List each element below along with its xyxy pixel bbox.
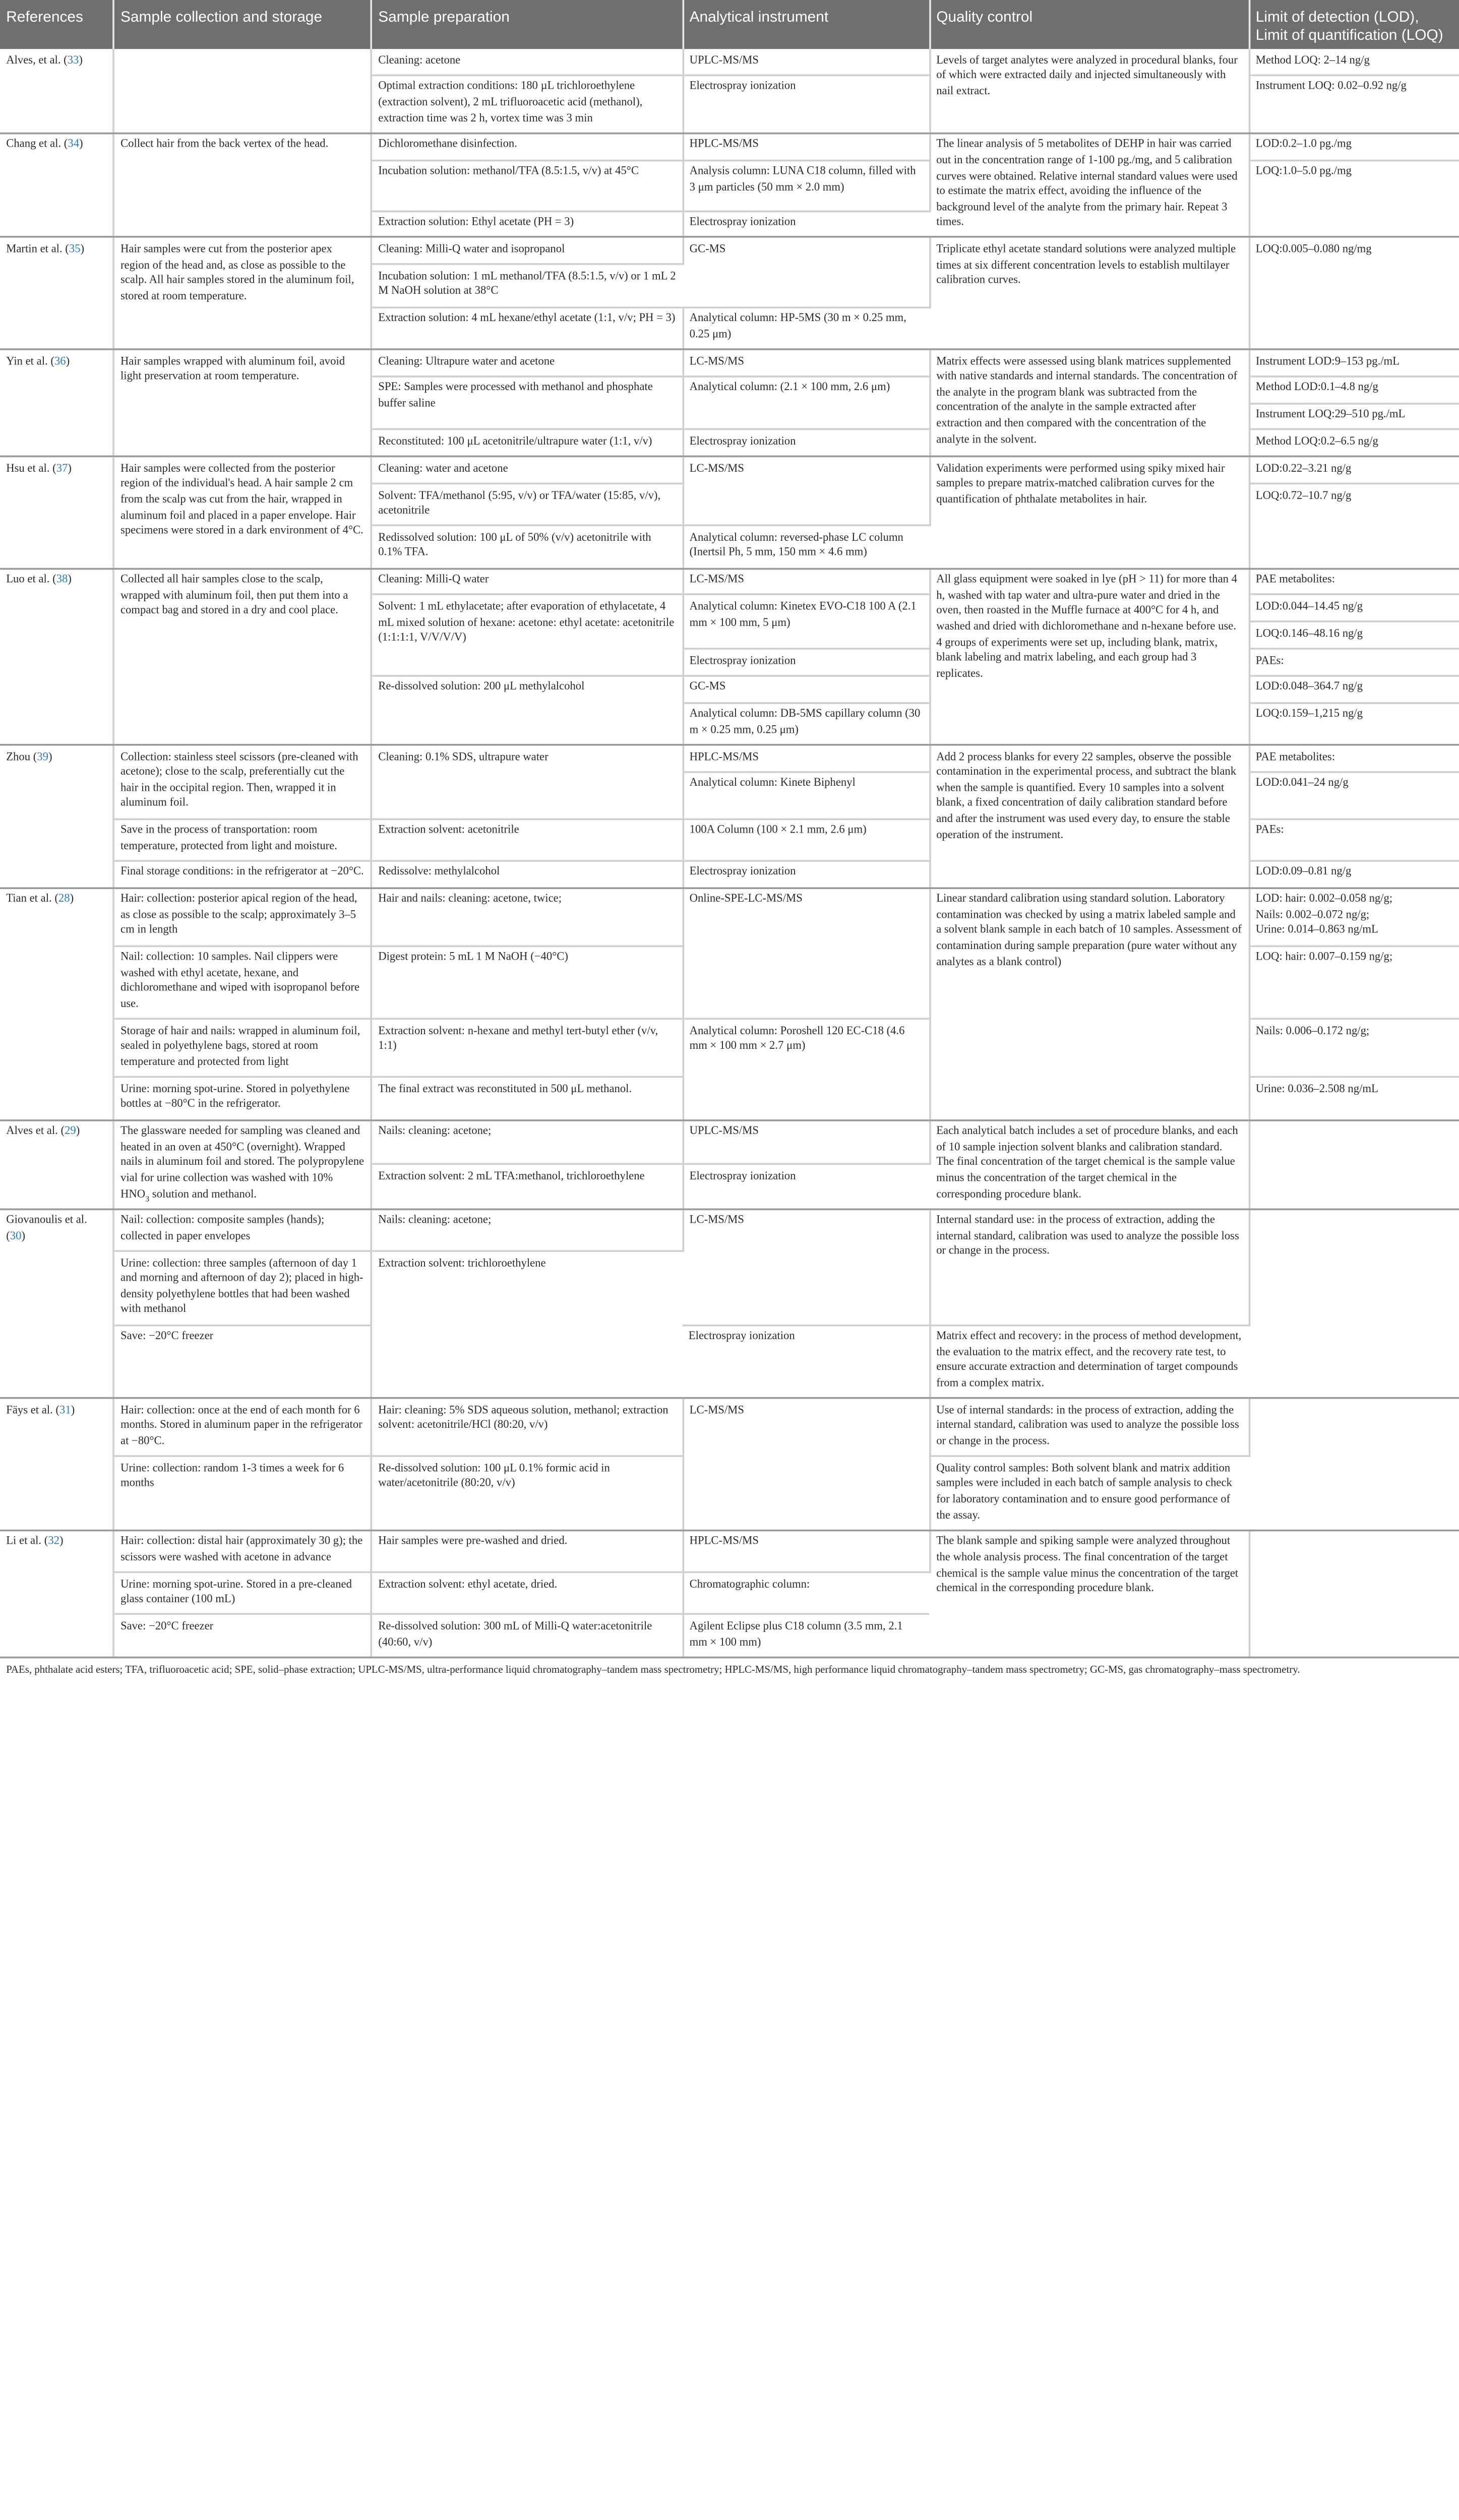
collection-cell: Hair samples were cut from the posterior apex region of the head and, as close as possible to the scalp. All hair samples stored in the aluminum foil, stored at room temperature.	[113, 238, 371, 350]
instrument-cell: LC-MS/MS	[683, 568, 930, 595]
table-row	[0, 888, 1459, 946]
lod-cell: LOQ:1.0–5.0 pg./mg	[1249, 160, 1459, 238]
instrument-cell: Analytical column: (2.1 × 100 mm, 2.6 μm)	[683, 376, 930, 429]
reference-cell: Giovanoulis et al. (30)	[0, 1209, 113, 1398]
quality-control-cell: The blank sample and spiking sample were analyzed throughout the whole analysis process. The final concentration of the target chemical is the sample value minus the concentration of the target chemical in the corresponding procedure blank.	[929, 1530, 1249, 1657]
table-row	[0, 1325, 1459, 1399]
lod-cell: Method LOQ: 2–14 ng/g	[1249, 49, 1459, 75]
instrument-cell: 100A Column (100 × 2.1 mm, 2.6 μm)	[683, 818, 930, 861]
instrument-cell: Analytical column: Kinetex EVO-C18 100 A (2.1 mm × 100 mm, 5 μm)	[683, 595, 930, 649]
lod-cell	[1249, 1530, 1459, 1657]
header-lod-loq: Limit of detection (LOD), Limit of quantification (LOQ)	[1249, 0, 1459, 49]
preparation-cell: The final extract was reconstituted in 500 μL methanol.	[371, 1077, 682, 1119]
citation-link[interactable]: 38	[56, 574, 68, 587]
collection-cell: Hair samples were collected from the posterior region of the individual's head. A hair sample 2 cm from the scalp was cut from the hair, wrapped in aluminum foil and placed in a paper envelope. Hair specimens were stored in a dark environment of 4°C.	[113, 457, 371, 569]
instrument-cell: Electrospray ionization	[683, 649, 930, 675]
citation-link[interactable]: 29	[65, 1125, 76, 1138]
collection-cell: Hair: collection: once at the end of each month for 6 months. Stored in aluminum paper in the refrigerator at −80°C.	[113, 1399, 371, 1457]
citation-link[interactable]: 33	[67, 53, 79, 67]
lod-cell: Instrument LOD:9–153 pg./mL	[1249, 349, 1459, 376]
preparation-cell: Hair: cleaning: 5% SDS aqueous solution, methanol; extraction solvent: acetonitrile/HCl (80:20, v/v)	[371, 1399, 682, 1457]
preparation-cell: Extraction solution: Ethyl acetate (PH = 3)	[371, 211, 682, 237]
table-row	[0, 568, 1459, 595]
collection-cell: Nail: collection: composite samples (hands); collected in paper envelopes	[113, 1209, 371, 1251]
lod-cell: LOQ:0.159–1,215 ng/g	[1249, 702, 1459, 744]
citation-link[interactable]: 36	[54, 355, 66, 368]
collection-cell: Urine: collection: random 1-3 times a week for 6 months	[113, 1457, 371, 1530]
instrument-cell: Chromatographic column:	[683, 1572, 930, 1615]
lod-cell: PAE metabolites:	[1249, 745, 1459, 772]
preparation-cell: Re-dissolved solution: 300 mL of Milli-Q water:acetonitrile (40:60, v/v)	[371, 1615, 682, 1657]
lod-cell	[1249, 1399, 1459, 1530]
header-row	[0, 0, 1459, 49]
table-row	[0, 1209, 1459, 1251]
instrument-cell: Analytical column: DB-5MS capillary column (30 m × 0.25 mm, 0.25 μm)	[683, 702, 930, 744]
preparation-cell: Re-dissolved solution: 100 μL 0.1% formic acid in water/acetonitrile (80:20, v/v)	[371, 1457, 682, 1530]
lod-cell	[1249, 1209, 1459, 1398]
preparation-cell: Extraction solvent: acetonitrile	[371, 818, 682, 861]
instrument-cell: LC-MS/MS	[683, 1209, 930, 1325]
table-row	[0, 1530, 1459, 1572]
lod-cell: PAEs:	[1249, 649, 1459, 675]
instrument-cell: Electrospray ionization	[683, 211, 930, 237]
citation-link[interactable]: 35	[69, 243, 81, 256]
instrument-cell: HPLC-MS/MS	[683, 745, 930, 772]
instrument-cell: LC-MS/MS	[683, 457, 930, 526]
instrument-cell: Electrospray ionization	[683, 1164, 930, 1209]
preparation-cell: Nails: cleaning: acetone;	[371, 1119, 682, 1164]
preparation-cell: Redissolved solution: 100 μL of 50% (v/v) acetonitrile with 0.1% TFA.	[371, 526, 682, 568]
preparation-cell: SPE: Samples were processed with methanol and phosphate buffer saline	[371, 376, 682, 429]
lod-cell: PAE metabolites:	[1249, 568, 1459, 595]
quality-control-cell: Validation experiments were performed using spiky mixed hair samples to prepare matrix-matched calibration curves for the quantification of phthalate metabolites in hair.	[929, 457, 1249, 569]
preparation-cell: Cleaning: Milli-Q water and isopropanol	[371, 238, 682, 265]
collection-cell: Collection: stainless steel scissors (pre-cleaned with acetone); close to the scalp, preferentially cut the hair in the occipital region. Then, wrapped it in aluminum foil.	[113, 745, 371, 818]
reference-cell: Hsu et al. (37)	[0, 457, 113, 569]
preparation-cell: Incubation solution: methanol/TFA (8.5:1.5, v/v) at 45°C	[371, 160, 682, 211]
instrument-cell: LC-MS/MS	[683, 349, 930, 376]
collection-cell: Storage of hair and nails: wrapped in aluminum foil, sealed in polyethylene bags, stored at room temperature and protected from light	[113, 1019, 371, 1077]
lod-line: LOD: hair: 0.002–0.058 ng/g;	[1255, 893, 1393, 906]
lod-cell: LOD:0.09–0.81 ng/g	[1249, 861, 1459, 888]
reference-cell: Tian et al. (28)	[0, 888, 113, 1119]
collection-cell: Final storage conditions: in the refrigerator at −20°C.	[113, 861, 371, 888]
quality-control-cell: Add 2 process blanks for every 22 samples, observe the possible contamination in the experimental process, and subtract the blank when the sample is quantified. Every 10 samples into a solvent blank, a fixed concentration of daily calibration standard before and after the instrument was used every day, to ensure the stable operation of the instrument.	[929, 745, 1249, 888]
lod-cell: Urine: 0.036–2.508 ng/mL	[1249, 1077, 1459, 1119]
lod-cell	[1249, 888, 1459, 946]
reference-cell: Yin et al. (36)	[0, 349, 113, 457]
table-row	[0, 49, 1459, 75]
lod-cell: LOD:0.22–3.21 ng/g	[1249, 457, 1459, 483]
lod-cell: LOD:0.041–24 ng/g	[1249, 772, 1459, 818]
collection-cell: Urine: morning spot-urine. Stored in polyethylene bottles at −80°C in the refrigerator.	[113, 1077, 371, 1119]
reference-cell: Fäys et al. (31)	[0, 1399, 113, 1530]
header-instrument: Analytical instrument	[683, 0, 930, 49]
reference-cell: Martin et al. (35)	[0, 238, 113, 350]
preparation-cell: Cleaning: Milli-Q water	[371, 568, 682, 595]
collection-cell: The glassware needed for sampling was cleaned and heated in an oven at 450°C (overnight). Wrapped nails in aluminum foil and stored. The polypropylene vial for urine collection was washed with 10% $HNO_3$ solution and methanol.	[113, 1119, 371, 1209]
lod-cell: LOD:0.044–14.45 ng/g	[1249, 595, 1459, 622]
preparation-cell: Incubation solution: 1 mL methanol/TFA (8.5:1.5, v/v) or 1 mL 2 M NaOH solution at 38°C	[371, 265, 682, 307]
citation-link[interactable]: 31	[59, 1404, 71, 1417]
instrument-cell: Analytical column: Poroshell 120 EC-C18 (4.6 mm × 100 mm × 2.7 μm)	[683, 1019, 930, 1119]
preparation-cell: Re-dissolved solution: 200 μL methylalcohol	[371, 675, 682, 744]
lod-cell: Method LOQ:0.2–6.5 ng/g	[1249, 430, 1459, 457]
instrument-cell: HPLC-MS/MS	[683, 1530, 930, 1572]
lod-cell: Instrument LOQ:29–510 pg./mL	[1249, 403, 1459, 429]
table-row	[0, 457, 1459, 483]
header-references: References	[0, 0, 113, 49]
instrument-cell: Online-SPE-LC-MS/MS	[683, 888, 930, 1019]
preparation-cell: Optimal extraction conditions: 180 µL trichloroethylene (extraction solvent), 2 mL trifluoroacetic acid (methanol), extraction time was 2 h, vortex time was 3 min	[371, 75, 682, 133]
citation-link[interactable]: 34	[68, 138, 80, 151]
header-preparation: Sample preparation	[371, 0, 682, 49]
instrument-cell: GC-MS	[683, 238, 930, 307]
preparation-cell: Extraction solvent: trichloroethylene	[371, 1251, 682, 1398]
lod-cell: Nails: 0.006–0.172 ng/g;	[1249, 1019, 1459, 1077]
preparation-cell: Redissolve: methylalcohol	[371, 861, 682, 888]
instrument-cell: Electrospray ionization	[683, 75, 930, 133]
instrument-cell: Analysis column: LUNA C18 column, filled with 3 μm particles (50 mm × 2.0 mm)	[683, 160, 930, 211]
quality-control-cell: Use of internal standards: in the process of extraction, adding the internal standard, calibration was used to analyze the possible loss or change in the process.	[929, 1399, 1249, 1457]
reference-cell: Alves, et al. (33)	[0, 49, 113, 133]
collection-cell: Save: −20°C freezer	[113, 1615, 371, 1657]
collection-cell: Nail: collection: 10 samples. Nail clippers were washed with ethyl acetate, hexane, and dichloromethane and wiped with isopropanol before use.	[113, 946, 371, 1019]
lod-cell: LOQ: hair: 0.007–0.159 ng/g;	[1249, 946, 1459, 1019]
reference-cell: Alves et al. (29)	[0, 1119, 113, 1209]
instrument-cell: UPLC-MS/MS	[683, 49, 930, 75]
lod-cell: LOD:0.048–364.7 ng/g	[1249, 675, 1459, 702]
collection-cell	[113, 49, 371, 133]
table-row	[0, 1119, 1459, 1164]
citation-link[interactable]: 37	[56, 462, 68, 475]
preparation-cell: Hair and nails: cleaning: acetone, twice;	[371, 888, 682, 946]
collection-cell: Hair: collection: posterior apical region of the head, as close as possible to the scalp; approximately 3–5 cm in length	[113, 888, 371, 946]
lod-cell: LOD:0.2–1.0 pg./mg	[1249, 133, 1459, 160]
quality-control-cell: Triplicate ethyl acetate standard solutions were analyzed multiple times at six different concentration levels to establish multilayer calibration curves.	[929, 238, 1249, 350]
collection-cell: Urine: morning spot-urine. Stored in a pre-cleaned glass container (100 mL)	[113, 1572, 371, 1615]
table-row	[0, 745, 1459, 772]
preparation-cell: Cleaning: 0.1% SDS, ultrapure water	[371, 745, 682, 818]
preparation-cell: Reconstituted: 100 μL acetonitrile/ultrapure water (1:1, v/v)	[371, 430, 682, 457]
lod-line: Nails: 0.002–0.072 ng/g;	[1255, 909, 1370, 922]
preparation-cell: Solvent: TFA/methanol (5:95, v/v) or TFA/water (15:85, v/v), acetonitrile	[371, 483, 682, 526]
lod-cell: LOQ:0.72–10.7 ng/g	[1249, 483, 1459, 568]
preparation-cell: Extraction solvent: ethyl acetate, dried.	[371, 1572, 682, 1615]
instrument-cell: GC-MS	[683, 675, 930, 702]
preparation-cell: Solvent: 1 mL ethylacetate; after evaporation of ethylacetate, 4 mL mixed solution of hexane: acetone: ethyl acetate: acetonitrile (1:1:1:1, V/V/V/V)	[371, 595, 682, 676]
lod-cell: Method LOD:0.1–4.8 ng/g	[1249, 376, 1459, 403]
reference-cell: Li et al. (32)	[0, 1530, 113, 1657]
lod-cell: LOQ:0.146–48.16 ng/g	[1249, 622, 1459, 649]
preparation-cell: Cleaning: water and acetone	[371, 457, 682, 483]
citation-link[interactable]: 28	[58, 893, 70, 906]
preparation-cell: Nails: cleaning: acetone;	[371, 1209, 682, 1251]
reference-cell: Chang et al. (34)	[0, 133, 113, 238]
preparation-cell: Extraction solvent: n-hexane and methyl tert-butyl ether (v/v, 1:1)	[371, 1019, 682, 1077]
citation-link[interactable]: 32	[48, 1535, 60, 1548]
lod-cell: PAEs:	[1249, 818, 1459, 861]
collection-cell: Save in the process of transportation: room temperature, protected from light and moisture.	[113, 818, 371, 861]
instrument-cell: Electrospray ionization	[683, 861, 930, 888]
instrument-cell: Analytical column: reversed-phase LC column (Inertsil Ph, 5 mm, 150 mm × 4.6 mm)	[683, 526, 930, 568]
header-collection: Sample collection and storage	[113, 0, 371, 49]
preparation-cell: Digest protein: 5 mL 1 M NaOH (−40°C)	[371, 946, 682, 1019]
preparation-cell: Cleaning: acetone	[371, 49, 682, 75]
preparation-cell: Extraction solution: 4 mL hexane/ethyl acetate (1:1, v/v; PH = 3)	[371, 307, 682, 349]
instrument-cell: Electrospray ionization	[683, 1325, 930, 1399]
instrument-cell: Analytical column: HP-5MS (30 m × 0.25 mm, 0.25 μm)	[683, 307, 930, 349]
table-footnote: PAEs, phthalate acid esters; TFA, trifluoroacetic acid; SPE, solid–phase extraction; UPLC-MS/MS, ultra-performance liquid chromatography–tandem mass spectrometry; HPLC-MS/MS, high performance liquid chromatography–tandem mass spectrometry; GC-MS, gas chromatography–mass spectrometry.	[6, 1665, 1300, 1676]
preparation-cell: Cleaning: Ultrapure water and acetone	[371, 349, 682, 376]
collection-cell: Hair samples wrapped with aluminum foil, avoid light preservation at room temperature.	[113, 349, 371, 457]
table-row	[0, 349, 1459, 376]
reference-cell: Luo et al. (38)	[0, 568, 113, 744]
table-row	[0, 238, 1459, 265]
quality-control-cell: Internal standard use: in the process of extraction, adding the internal standard, calibration was used to analyze the possible loss or change in the process.	[929, 1209, 1249, 1325]
instrument-cell: Agilent Eclipse plus C18 column (3.5 mm, 2.1 mm × 100 mm)	[683, 1615, 930, 1657]
instrument-cell: HPLC-MS/MS	[683, 133, 930, 160]
quality-control-cell: The linear analysis of 5 metabolites of DEHP in hair was carried out in the concentration range of 1-100 pg./mg, and 5 calibration curves were obtained. Relative internal standard values were used to estimate the matrix effect, avoiding the influence of the background level of the analyte from the primary hair. Repeat 3 times.	[929, 133, 1249, 238]
quality-control-cell: Each analytical batch includes a set of procedure blanks, and each of 10 sample injection solvent blanks and calibration standard. The final concentration of the target chemical is the sample value minus the concentration of the target chemical in the corresponding procedure blank.	[929, 1119, 1249, 1209]
instrument-cell: UPLC-MS/MS	[683, 1119, 930, 1164]
lod-cell: LOQ:0.005–0.080 ng/mg	[1249, 238, 1459, 350]
lod-cell: Instrument LOQ: 0.02–0.92 ng/g	[1249, 75, 1459, 133]
quality-control-cell: Quality control samples: Both solvent blank and matrix addition samples were included in each batch of sample analysis to check for laboratory contamination and to ensure good performance of the assay.	[929, 1457, 1249, 1530]
citation-link[interactable]: 30	[10, 1230, 22, 1243]
reference-cell: Zhou (39)	[0, 745, 113, 888]
collection-cell: Collect hair from the back vertex of the head.	[113, 133, 371, 238]
table-row	[0, 1399, 1459, 1457]
collection-cell: Urine: collection: three samples (afternoon of day 1 and morning and afternoon of day 2); placed in high-density polyethylene bottles that had been washed with methanol	[113, 1251, 371, 1325]
preparation-cell: Dichloromethane disinfection.	[371, 133, 682, 160]
instrument-cell: Electrospray ionization	[683, 430, 930, 457]
preparation-cell: Hair samples were pre-washed and dried.	[371, 1530, 682, 1572]
instrument-cell: Analytical column: Kinete Biphenyl	[683, 772, 930, 818]
collection-cell: Hair: collection: distal hair (approximately 30 g); the scissors were washed with acetone in advance	[113, 1530, 371, 1572]
quality-control-cell: Levels of target analytes were analyzed in procedural blanks, four of which were extracted daily and injected simultaneously with nail extract.	[929, 49, 1249, 133]
citation-link[interactable]: 39	[37, 750, 48, 763]
instrument-cell: LC-MS/MS	[683, 1399, 930, 1530]
collection-cell: Save: −20°C freezer	[113, 1325, 371, 1399]
quality-control-cell: All glass equipment were soaked in lye (pH > 11) for more than 4 h, washed with tap water and ultra-pure water and dried in the oven, then roasted in the Muffle furnace at 400°C for 4 h, and washed and dried with dichloromethane and n-hexane before use. 4 groups of experiments were set up, including blank, matrix, blank labeling and matrix labeling, and each group had 3 replicates.	[929, 568, 1249, 744]
table-row	[0, 133, 1459, 160]
preparation-cell: Extraction solvent: 2 mL TFA:methanol, trichloroethylene	[371, 1164, 682, 1209]
collection-cell: Collected all hair samples close to the scalp, wrapped with aluminum foil, then put them into a compact bag and stored in a dry and cool place.	[113, 568, 371, 744]
quality-control-cell: Matrix effects were assessed using blank matrices supplemented with native standards and internal standards. The concentration of the analyte in the program blank was subtracted from the concentration of the analyte in the sample extracted after extraction and then compared with the concentration of the analyte in the solvent.	[929, 349, 1249, 457]
quality-control-cell: Matrix effect and recovery: in the process of method development, the evaluation to the matrix effect, and the recovery rate test, to ensure accurate extraction and determination of target compounds from a complex matrix.	[929, 1325, 1249, 1399]
quality-control-cell: Linear standard calibration using standard solution. Laboratory contamination was checked by using a matrix labeled sample and a solvent blank sample in each batch of 10 samples. Assessment of contamination during sample preparation (pure water without any analytes as a blank control)	[929, 888, 1249, 1119]
lod-line: Urine: 0.014–0.863 ng/mL	[1255, 924, 1378, 937]
header-quality-control: Quality control	[929, 0, 1249, 49]
lod-cell	[1249, 1119, 1459, 1209]
